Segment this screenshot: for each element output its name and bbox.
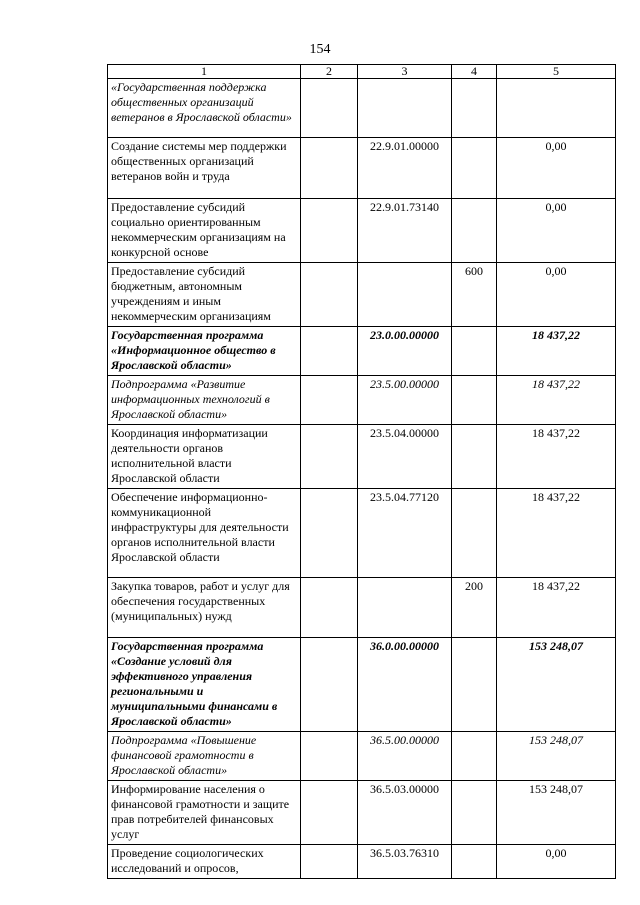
row-col2 — [301, 263, 358, 327]
row-col2 — [301, 578, 358, 638]
table-row — [108, 263, 616, 327]
row-group — [452, 489, 497, 578]
row-col2 — [301, 489, 358, 578]
table-row — [108, 578, 616, 638]
row-code: 23.0.00.00000 — [358, 327, 452, 376]
row-amount: 18 437,22 — [497, 578, 616, 638]
column-header-2: 2 — [301, 65, 358, 79]
row-amount: 0,00 — [497, 845, 616, 879]
table-row — [108, 327, 616, 376]
budget-table — [107, 64, 616, 879]
row-group — [452, 425, 497, 489]
row-group — [452, 845, 497, 879]
page-number: 154 — [309, 42, 331, 57]
row-col2 — [301, 199, 358, 263]
row-name: Проведение социологических исследований и опросов, — [108, 845, 301, 879]
row-name: Предоставление субсидий социально ориентированным некоммерческим организациям на конкурсной основе — [108, 199, 301, 263]
row-code: 23.5.04.77120 — [358, 489, 452, 578]
column-header-4: 4 — [452, 65, 497, 79]
row-group — [452, 327, 497, 376]
table-row — [108, 376, 616, 425]
row-name: Предоставление субсидий бюджетным, автономным учреждениям и иным некоммерческим организациям — [108, 263, 301, 327]
row-code: 36.0.00.00000 — [358, 638, 452, 732]
table-row — [108, 489, 616, 578]
table-row — [108, 845, 616, 879]
row-name: Информирование населения о финансовой грамотности и защите прав потребителей финансовых услуг — [108, 781, 301, 845]
row-group — [452, 138, 497, 199]
table-row — [108, 138, 616, 199]
row-col2 — [301, 327, 358, 376]
row-col2 — [301, 781, 358, 845]
table-row — [108, 781, 616, 845]
row-code — [358, 79, 452, 138]
row-code: 22.9.01.00000 — [358, 138, 452, 199]
row-amount: 18 437,22 — [497, 327, 616, 376]
row-code: 22.9.01.73140 — [358, 199, 452, 263]
row-amount: 153 248,07 — [497, 781, 616, 845]
row-name: Обеспечение информационно-коммуникационной инфраструктуры для деятельности органов исполнительной власти Ярославской области — [108, 489, 301, 578]
row-name: Создание системы мер поддержки общественных организаций ветеранов войн и труда — [108, 138, 301, 199]
row-amount — [497, 79, 616, 138]
row-code — [358, 578, 452, 638]
row-amount: 153 248,07 — [497, 638, 616, 732]
row-name: Координация информатизации деятельности органов исполнительной власти Ярославской области — [108, 425, 301, 489]
column-header-1: 1 — [108, 65, 301, 79]
row-group — [452, 199, 497, 263]
row-col2 — [301, 732, 358, 781]
row-amount: 0,00 — [497, 138, 616, 199]
row-name: Государственная программа «Создание условий для эффективного управления региональными и муниципальными финансами в Ярославской области» — [108, 638, 301, 732]
row-group — [452, 376, 497, 425]
row-amount: 0,00 — [497, 199, 616, 263]
row-code: 23.5.00.00000 — [358, 376, 452, 425]
row-name: «Государственная поддержка общественных организаций ветеранов в Ярославской области» — [108, 79, 301, 138]
row-group — [452, 638, 497, 732]
row-group: 200 — [452, 578, 497, 638]
row-name: Закупка товаров, работ и услуг для обеспечения государственных (муниципальных) нужд — [108, 578, 301, 638]
row-col2 — [301, 845, 358, 879]
row-col2 — [301, 138, 358, 199]
table-row — [108, 638, 616, 732]
column-header-3: 3 — [358, 65, 452, 79]
row-amount: 0,00 — [497, 263, 616, 327]
row-group: 600 — [452, 263, 497, 327]
table-row — [108, 79, 616, 138]
row-code: 23.5.04.00000 — [358, 425, 452, 489]
table-row — [108, 425, 616, 489]
row-code: 36.5.03.76310 — [358, 845, 452, 879]
row-group — [452, 732, 497, 781]
row-group — [452, 79, 497, 138]
row-col2 — [301, 425, 358, 489]
row-group — [452, 781, 497, 845]
row-name: Подпрограмма «Развитие информационных технологий в Ярославской области» — [108, 376, 301, 425]
row-amount: 153 248,07 — [497, 732, 616, 781]
row-amount: 18 437,22 — [497, 425, 616, 489]
table-row — [108, 199, 616, 263]
row-code: 36.5.00.00000 — [358, 732, 452, 781]
row-amount: 18 437,22 — [497, 489, 616, 578]
row-col2 — [301, 79, 358, 138]
column-number-row — [108, 65, 616, 79]
row-code: 36.5.03.00000 — [358, 781, 452, 845]
table-row — [108, 732, 616, 781]
row-col2 — [301, 638, 358, 732]
row-code — [358, 263, 452, 327]
row-col2 — [301, 376, 358, 425]
row-name: Подпрограмма «Повышение финансовой грамотности в Ярославской области» — [108, 732, 301, 781]
column-header-5: 5 — [497, 65, 616, 79]
row-amount: 18 437,22 — [497, 376, 616, 425]
row-name: Государственная программа «Информационное общество в Ярославской области» — [108, 327, 301, 376]
